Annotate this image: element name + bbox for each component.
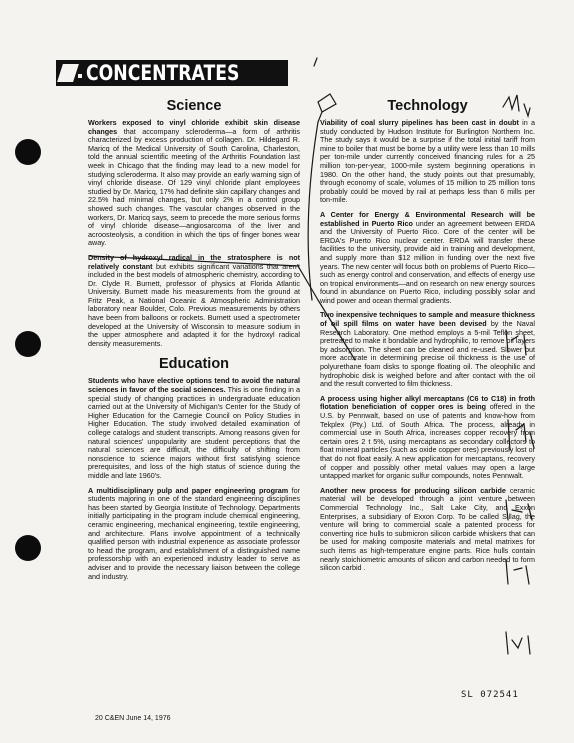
article-body: offered in the U.S. by Pennwalt, based on use of patents and know-how from Tekplex (Pty.) Ltd. of South Africa. The process, already in commercial use in South Africa, increases copper recovery from certain ores 2 t 5%, using mercaptans as secondary collectors to float mineral particles (such as oxide copper ores) previously lost or that do not float easily. A new application for mercaptans, recovery of copper and possibly other metal values may open a large untapped market for organic sulfur compounds, notes Pennwalt. — [320, 402, 535, 481]
article-lead: Density of hydroxyl radical in the stratosphere is not relatively constant — [88, 252, 300, 271]
article-coal-slurry — [320, 119, 535, 205]
article-energy-center — [320, 211, 535, 306]
article-mercaptans — [320, 395, 535, 481]
article-body: by the Naval Research Laboratory. One method employs a 5-mil Teflon sheet, pretreated to make it bondable and hydrophilic, to remove oil layers by adsorption. The sheet can be cleaned and re-used. Slower but more accurate in determining precise oil thickness is the use of polyurethane foam disks to sponge floating oil. The oleophilic and hydrophobic disk is weighed before and after contact with the oil and the result converted to film thickness. — [320, 319, 535, 389]
article-lead: Another new process for producing silicon carbide — [320, 485, 506, 495]
article-lead: Students who have elective options tend to avoid the natural sciences in favor of the social sciences. — [88, 376, 300, 395]
article-lead: Two inexpensive techniques to sample and measure thickness of oil spill films on water have been devised — [320, 310, 535, 329]
science-heading: Science — [166, 98, 222, 114]
article-vinyl-chloride — [88, 119, 300, 248]
article-pulp-paper — [88, 487, 300, 582]
article-lead: A process using higher alkyl mercaptans (C6 to C18) in froth flotation beneficiation of copper ores is being — [320, 393, 535, 412]
banner-title: CONCENTRATES — [86, 61, 240, 85]
left-column — [88, 96, 300, 587]
article-lead: Workers exposed to vinyl chloride exhibit skin disease changes — [88, 118, 300, 136]
article-silicon-carbide — [320, 487, 535, 573]
education-heading: Education — [158, 356, 230, 373]
article-lead: A Center for Energy & Environmental Research will be established in Puerto Rico — [320, 209, 535, 228]
article-elective-options — [88, 377, 300, 480]
article-body: ceramic material will be developed through a joint venture between Commercial Technology Inc., Salt Lake City, and Exxon Enterprises, a subsidiary of Exxon Corp. To be called Sillag, the venture will bring to commercial scale a patented process for converting rice hulls to submicron silicon carbide whiskers that can be used for making composite materials and metal matrixes for such items as high-temperature engine parts. Rice hulls contain nearly stoichiometric amounts of silicon and carbon needed to form silicon carbid . — [320, 485, 535, 573]
page-footer: 20 C&EN June 14, 1976 — [95, 715, 171, 722]
article-lead: A multidisciplinary pulp and paper engineering program — [88, 485, 289, 495]
document-id-stamp: SL 072541 — [461, 690, 519, 700]
margin-scribble-6 — [506, 632, 530, 654]
technology-heading: Technology — [387, 98, 468, 114]
article-body: for students majoring in one of the standard engineering disciplines has been started by Georgia Institute of Technology. Departments initially participating in the program include chemical engineering, ceramic engineering, mechanical engineering, textile engineering, and architecture. Plans involve appointment of a technically qualified person with industrial experience as associate professor to head the program, and establishment of a distinguished name professorship with an experienced industry leader to serve as adviser and to provide the necessary liaison between the college and industry. — [88, 485, 300, 581]
pen-tick-mark — [314, 58, 317, 66]
article-hydroxyl-radical — [88, 254, 300, 349]
hand-drawn-vertical-line — [308, 122, 318, 300]
article-body: under an agreement between ERDA and the University of Puerto Rico. Core of the center will be ERDA's Puerto Rico nuclear center. ERDA will transfer these facilities to the university, provide aid in training and development, and supply more than $12 million in funding over the next five years. The new center will focus both on problems of Puerto Rico—such as energy control and conservation, and effects of energy use on tropical environments—and on research on new energy sources found in abundance on Puerto Rico, including possibly solar and wind power and ocean thermal gradients. — [320, 218, 535, 305]
article-body: in a study conducted by Hudson Institute for Burlington Northern Inc. The study says it would be a surprise if the total initial tariff from mine to boiler that must be borne by a utility were less than 10 mills per ton-mile under currently conceived financing rules for a 25 million ton-per-year, 1000-mile system beginning operations in 1980. On the other hand, the study points out that presumably, through economy of scale, volumes of 15 million to 25 million tons probably could be moved by rail at perhaps less than 6 mills per ton-mile. — [320, 118, 535, 205]
article-body: that accompany scleroderma—a form of arthritis characterized by excess production of collagen. Dr. Hildegard R. Maricq of the Medical University of South Carolina, Charleston, told the annual scientific meeting of the Arthritis Foundation last week in Chicago that the finding may lead to a new model for studying scleroderma. It also may provide an early warning sign of vinyl chloride disease. Of 129 vinyl chloride plant employees studied by Dr. Maricq, 17% had definite skin capillary changes and 22.5% had minimal changes, but only 2% in a control group showed such changes. The vascular changes observed in the workers, Dr. Maricq says, seem to precede the more serious forms of vinyl chloride disease—angiosarcoma of the liver and acroosteolysis, a condition in which the tips of finger bones wear away. — [88, 126, 300, 248]
right-column — [320, 96, 535, 579]
article-lead: Viability of coal slurry pipelines has been cast in doubt — [320, 118, 519, 127]
article-body: but exhibits significant variations that aren't included in the best models of atmospheric chemistry, according to Dr. Clyde R. Burnett, professor of physics at Florida Atlantic University. Burnett made his measurements from the ground at Fritz Peak, a National Oceanic & Atmospheric Administration laboratory near Boulder, Colo. Previous measurements by others have been from balloons or rockets. Burnett used a spectrometer developed at the University of Wisconsin to measure sodium in the upper atmosphere and adapted it for the hydroxyl radical density measurements. — [88, 261, 300, 348]
article-oil-spill — [320, 311, 535, 388]
article-body: This is one finding in a special study of changing practices in undergraduate education carried out at the University of Michigan's Center for the Study of Higher Education for the Carnegie Council on Policy Studies in Higher Education. The study involved detailed examination of college catalogs and student transcripts. Among reasons given for natural sciences' unpopularity are student perceptions that the natural sciences are difficult, the difficulty of shifting from nonscience to science majors without first satisfying science prerequisites, and loss of the high status of science during the middle and late 1960's. — [88, 385, 300, 480]
